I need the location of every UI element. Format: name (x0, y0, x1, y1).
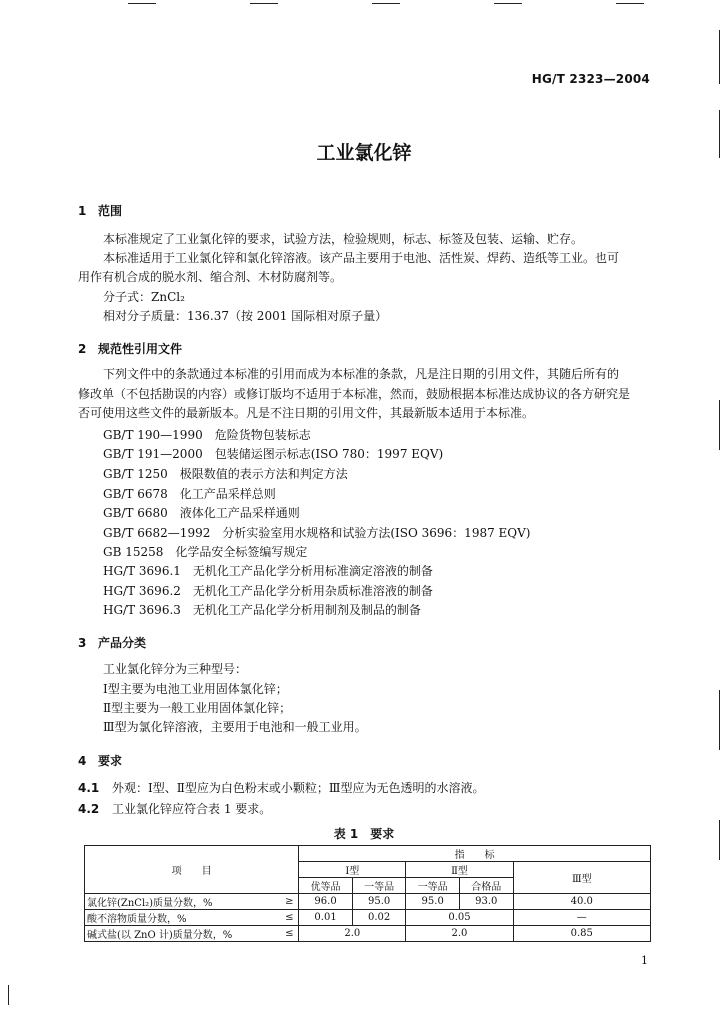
table-cell: 95.0 (406, 894, 460, 910)
table-row (85, 894, 651, 910)
type-3-header: Ⅲ型 (513, 862, 650, 894)
s1-line: 用作有机合成的脱水剂、缩合剂、木材防腐剂等。 (78, 270, 343, 284)
row-item: 酸不溶物质量分数，% (85, 910, 281, 926)
reference-item: GB/T 6680 液体化工产品采样通则 (103, 506, 300, 520)
table-cell: 2.0 (299, 926, 406, 942)
s2-line: 修改单（不包括勘误的内容）或修订版均不适用于本标准，然而，鼓励根据本标准达成协议的各方研究是 (78, 387, 631, 401)
s1-line: 相对分子质量：136.37（按 2001 国际相对原子量） (103, 309, 388, 323)
table-caption: 表 1 要求 (333, 827, 395, 841)
reference-item: HG/T 3696.2 无机化工产品化学分析用杂质标准溶液的制备 (103, 584, 433, 598)
grade-header: 一等品 (352, 878, 406, 894)
s3-line: Ⅰ型主要为电池工业用固体氯化锌； (103, 682, 288, 696)
reference-item: GB/T 6682—1992 分析实验室用水规格和试验方法(ISO 3696：1987 EQV) (103, 526, 531, 540)
s2-line: 下列文件中的条款通过本标准的引用而成为本标准的条款，凡是注日期的引用文件，其随后所有的 (103, 367, 620, 381)
grade-header: 合格品 (459, 878, 513, 894)
standard-number: HG/T 2323—2004 (531, 72, 650, 86)
s1-line: 分子式：ZnCl₂ (103, 290, 185, 304)
s3-line: Ⅱ型主要为一般工业用固体氯化锌； (103, 701, 292, 715)
item-header: 项 目 (85, 846, 299, 894)
s3-line: 工业氯化锌分为三种型号： (103, 662, 248, 676)
grade-header: 优等品 (299, 878, 353, 894)
table-row (85, 910, 651, 926)
table-cell: — (513, 910, 650, 926)
s3-line: Ⅲ型为氯化锌溶液，主要用于电池和一般工业用。 (103, 720, 367, 734)
table-cell: 0.02 (352, 910, 406, 926)
grade-header: 一等品 (406, 878, 460, 894)
type-1-header: Ⅰ型 (299, 862, 406, 878)
section-3-heading: 3 产品分类 (78, 636, 147, 650)
section-1-heading: 1 范围 (78, 204, 123, 218)
page-number: 1 (641, 954, 648, 967)
row-relation: ≤ (280, 910, 298, 926)
table-cell: 40.0 (513, 894, 650, 910)
row-relation: ≤ (280, 926, 298, 942)
table-cell: 0.01 (299, 910, 353, 926)
reference-item: GB 15258 化学品安全标签编写规定 (103, 545, 308, 559)
row-relation: ≥ (280, 894, 298, 910)
reference-item: HG/T 3696.3 无机化工产品化学分析用制剂及制品的制备 (103, 603, 421, 617)
s1-line: 本标准规定了工业氯化锌的要求，试验方法，检验规则，标志、标签及包装、运输、贮存。 (103, 232, 584, 246)
section-4-heading: 4 要求 (78, 754, 123, 768)
requirements-table (84, 845, 651, 942)
s1-line: 本标准适用于工业氯化锌和氯化锌溶液。该产品主要用于电池、活性炭、焊药、造纸等工业。也可 (103, 251, 620, 265)
reference-item: GB/T 191—2000 包装储运图示标志(ISO 780：1997 EQV) (103, 447, 444, 461)
table-cell: 96.0 (299, 894, 353, 910)
table-cell: 93.0 (459, 894, 513, 910)
table-cell: 95.0 (352, 894, 406, 910)
s2-line: 否可使用这些文件的最新版本。凡是不注日期的引用文件，其最新版本适用于本标准。 (78, 406, 535, 420)
row-item: 碱式盐(以 ZnO 计)质量分数，% (85, 926, 281, 942)
clause-4-1: 4.1 外观：Ⅰ型、Ⅱ型应为白色粉末或小颗粒；Ⅲ型应为无色透明的水溶液。 (78, 781, 485, 795)
type-2-header: Ⅱ型 (406, 862, 513, 878)
reference-item: GB/T 6678 化工产品采样总则 (103, 487, 276, 501)
reference-item: HG/T 3696.1 无机化工产品化学分析用标准滴定溶液的制备 (103, 564, 433, 578)
clause-4-2: 4.2 工业氯化锌应符合表 1 要求。 (78, 802, 272, 816)
section-2-heading: 2 规范性引用文件 (78, 342, 183, 356)
reference-item: GB/T 190—1990 危险货物包装标志 (103, 428, 311, 442)
table-header-row (85, 846, 651, 862)
table-cell: 2.0 (406, 926, 513, 942)
reference-item: GB/T 1250 极限数值的表示方法和判定方法 (103, 467, 348, 481)
table-cell: 0.05 (406, 910, 513, 926)
table-row (85, 926, 651, 942)
index-header: 指 标 (299, 846, 651, 862)
table-cell: 0.85 (513, 926, 650, 942)
page-title: 工业氯化锌 (316, 142, 412, 164)
row-item: 氯化锌(ZnCl₂)质量分数，% (85, 894, 281, 910)
